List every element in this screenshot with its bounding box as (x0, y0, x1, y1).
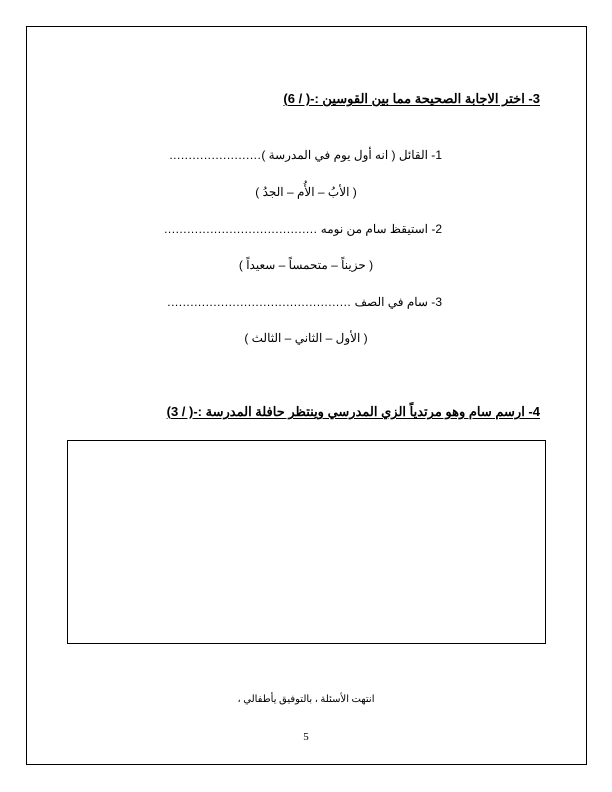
answer-blank-1: ........................ (169, 148, 262, 162)
question-2 (164, 222, 442, 236)
answer-blank-2: ........................................ (164, 222, 318, 236)
drawing-area[interactable] (67, 440, 546, 644)
page-number: 5 (303, 731, 309, 743)
question-3 (167, 295, 442, 309)
answer-blank-3: ................................................ (167, 295, 352, 309)
closing-message: انتهت الأسئلة ، بالتوفيق يأطفالي ، (237, 694, 375, 705)
question-2-options: ( حزيناً – متحمساً – سعيداً ) (238, 258, 374, 272)
question-1-options: ( الأبُ – الأُم – الجدُ ) (255, 185, 357, 199)
page-border (26, 26, 587, 765)
question-1 (169, 148, 442, 162)
section-4-heading: 4- ارسم سام وهو مرتدياً الزي المدرسي وينتظر حافلة المدرسة :-( / 3) (166, 404, 540, 419)
question-2-text: 2- استيقظ سام من نومه (320, 222, 442, 236)
section-3-heading: 3- اختر الاجابة الصحيحة مما بين القوسين :-( / 6) (283, 91, 540, 106)
question-3-options: ( الأول – الثاني – الثالث ) (244, 331, 368, 345)
question-1-text: 1- القائل ( انه أول يوم في المدرسة ) (261, 148, 442, 162)
question-3-text: 3- سام في الصف (354, 295, 442, 309)
